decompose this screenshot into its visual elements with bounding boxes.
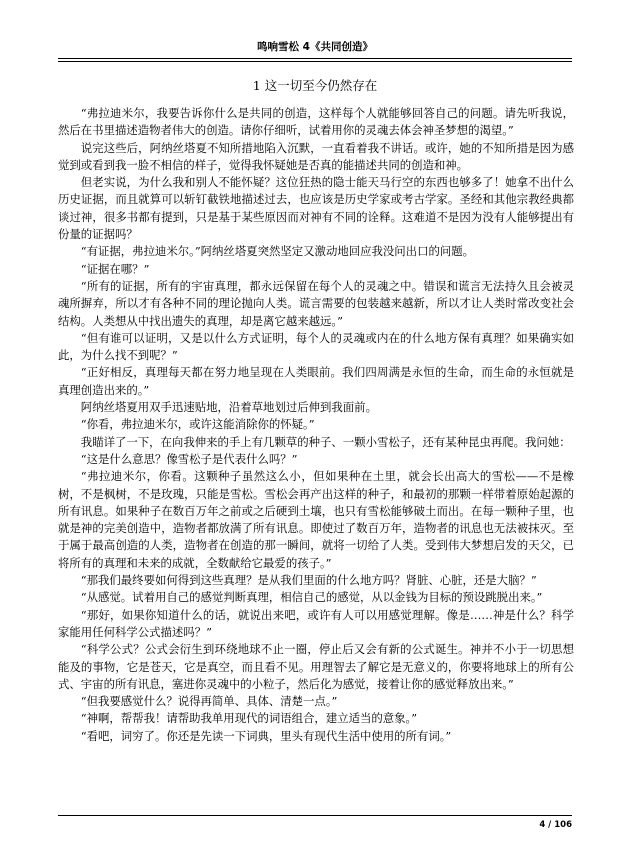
paragraph: 说完这些后，阿纳丝塔夏不知所措地陷入沉默，一直看着我不讲话。或许，她的不知所措是因为感觉到或看到我一脸不相信的样子，觉得我怀疑她是否真的能描述共同的创造和神。 <box>58 140 574 172</box>
paragraph: “那我们最终要如何得到这些真理？是从我们里面的什么地方吗？肾脏、心脏，还是大脑？” <box>80 573 537 588</box>
page-number: 4 / 106 <box>539 820 572 830</box>
body-text <box>58 105 574 745</box>
paragraph: “有证据，弗拉迪米尔。”阿纳丝塔夏突然坚定又激动地回应我没问出口的问题。 <box>80 244 475 259</box>
footer-rule <box>58 815 572 816</box>
paragraph: 阿纳丝塔夏用双手迅速贴地，沿着草地划过后伸到我面前。 <box>80 400 377 415</box>
paragraph: “这是什么意思？像雪松子是代表什么吗？” <box>80 451 298 466</box>
chapter-title: 1 这一切至今仍然存在 <box>252 78 378 93</box>
paragraph: “所有的证据，所有的宇宙真理，都永远保留在每个人的灵魂之中。错误和谎言无法持久且会被灵魂所摒弃，所以才有各种不同的理论抛向人类。谎言需要的包装越来越新，所以才让人类时常改变社会结构。人类想从中找出遗失的真理，却是离它越来越远。” <box>58 278 574 328</box>
paragraph: “弗拉迪米尔，我要告诉你什么是共同的创造，这样每个人就能够回答自己的问题。请先听我说，然后在书里描述造物者伟大的创造。请你仔细听，试着用你的灵魂去体会神圣梦想的渴望。” <box>58 106 574 138</box>
header-rule-thin <box>58 61 572 62</box>
running-header: 鸣响雪松 4《共同创造》 <box>257 41 373 53</box>
header-rule-thick <box>58 58 572 59</box>
paragraph: “看吧，词穷了。你还是先读一下词典，里头有现代生活中使用的所有词。” <box>80 728 452 743</box>
paragraph: 我瞄详了一下，在向我伸来的手上有几颗草的种子、一颗小雪松子，还有某种昆虫再爬。我问她： <box>80 434 571 449</box>
paragraph: “那好，如果你知道什么的话，就说出来吧，或许有人可以用感觉理解。像是……神是什么？科学家能用任何科学公式描述吗？” <box>58 607 574 639</box>
paragraph: “神啊，帮帮我！请帮助我单用现代的词语组合，建立适当的意象。” <box>80 711 418 726</box>
paragraph: “科学公式？公式会衍生到环绕地球不止一圈，停止后又会有新的公式诞生。神并不小于一切思想能及的事物，它是苍天，它是真空，而且看不见。用理智去了解它是无意义的，你要将地球上的所有公式、宇宙的所有讯息，塞进你灵魂中的小粒子，然后化为感觉，接着让你的感觉释放出来。” <box>58 642 574 691</box>
paragraph: “但我要感觉什么？说得再简单、具体、清楚一点。” <box>80 694 338 709</box>
paragraph: 但老实说，为什么我和别人不能怀疑？这位狂热的隐士能天马行空的东西也够多了！她拿不出什么历史证据，而且就算可以斩钉截铁地描述过去，也应该是历史学家或考古学家。圣经和其他宗教经典都谈过神，很多书都有提到，只是基于某些原因而对神有不同的诠释。这难道不是因为没有人能够提出有份量的证据吗？ <box>58 175 574 242</box>
paragraph: “正好相反，真理每天都在努力地呈现在人类眼前。我们四周满是永恒的生命，而生命的永恒就是真理创造出来的。” <box>58 365 574 397</box>
paragraph: “从感觉。试着用自己的感觉判断真理，相信自己的感觉，从以金钱为目标的预设跳脱出来。” <box>80 590 543 605</box>
paragraph: “你看，弗拉迪米尔，或许这能消除你的怀疑。” <box>80 417 315 432</box>
paragraph: “但有谁可以证明，又是以什么方式证明，每个人的灵魂或内在的什么地方保有真理？如果确实如此，为什么找不到呢？” <box>58 330 574 363</box>
paragraph: “弗拉迪米尔，你看。这颗种子虽然这么小，但如果种在土里，就会长出高大的雪松——不是橡树，不是枫树，不是玫瑰，只能是雪松。雪松会再产出这样的种子，和最初的那颗一样带着原始起源的所有讯息。如果种子在数百万年之前或之后硬到土壤，也只有雪松能够破土而出。在每一颗种子里，也就是神的完美创造中，造物者都放满了所有讯息。即使过了数百万年，造物者的讯息也无法被抹灭。至于属于最高创造的人类，造物者在创造的那一瞬间，就将一切给了人类。受到伟大梦想启发的天父，已将所有的真理和未来的成就，全数献给它最爱的孩子。” <box>58 469 574 570</box>
paragraph: “证据在哪？” <box>80 261 150 276</box>
